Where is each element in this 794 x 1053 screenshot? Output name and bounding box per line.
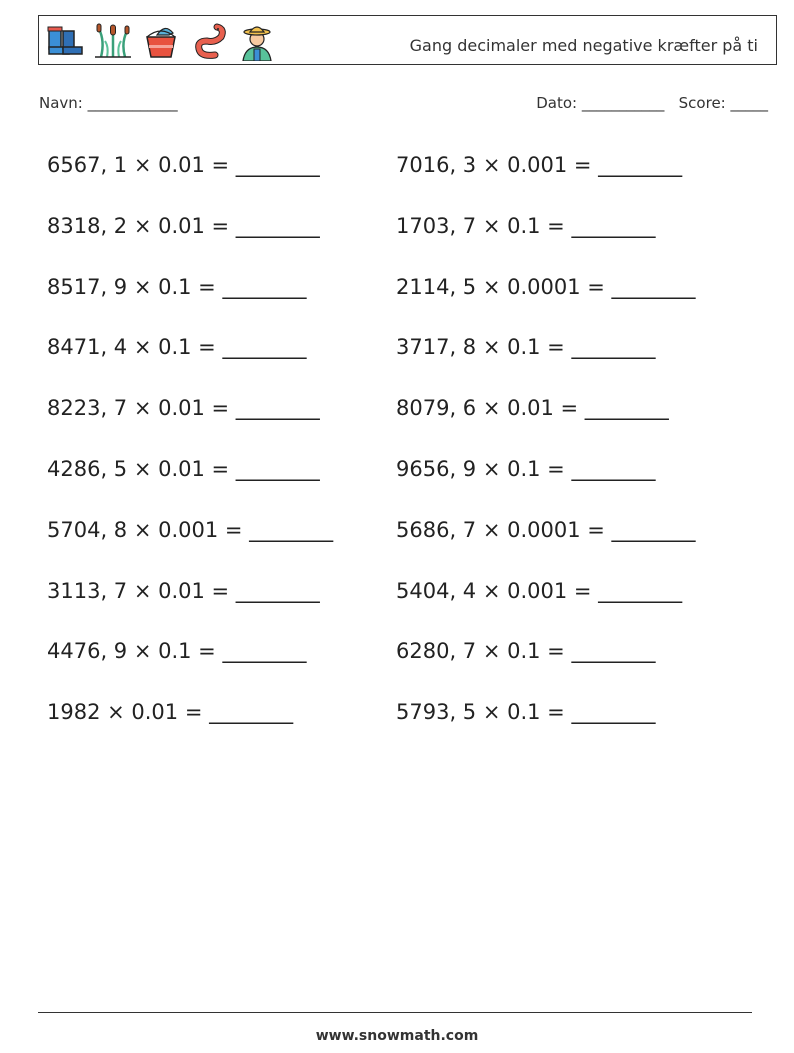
problem-item: 7016, 3 × 0.001 = ________ [396, 153, 683, 177]
problem-row [47, 512, 767, 573]
header-icons [45, 20, 277, 62]
problem-item: 3717, 8 × 0.1 = ________ [396, 335, 656, 360]
rubber-boots-icon [45, 21, 85, 61]
problem-row [47, 633, 767, 694]
problem-row [47, 269, 767, 330]
name-field: Navn: ____________ [39, 94, 178, 112]
problem-item: 8517, 9 × 0.1 = ________ [47, 274, 307, 299]
problem-row [47, 451, 767, 512]
problem-item: 6567, 1 × 0.01 = ________ [47, 153, 320, 177]
worksheet-title: Gang decimaler med negative kræfter på ti [409, 36, 758, 55]
problem-row [47, 147, 767, 208]
bucket-fish-icon [141, 21, 181, 61]
worm-icon [189, 21, 229, 61]
footer-website: www.snowmath.com [315, 1028, 479, 1044]
problem-row [47, 694, 767, 755]
problem-item: 5704, 8 × 0.001 = ________ [47, 517, 334, 542]
problem-grid [47, 147, 767, 755]
problem-item: 8471, 4 × 0.1 = ________ [47, 335, 307, 360]
problem-row [47, 329, 767, 390]
date-score-fields [536, 94, 768, 112]
score-field: Score: _____ [678, 94, 768, 112]
problem-item: 4286, 5 × 0.01 = ________ [47, 456, 320, 481]
problem-item: 2114, 5 × 0.0001 = ________ [396, 274, 696, 299]
problem-row [47, 390, 767, 451]
problem-item: 8318, 2 × 0.01 = ________ [47, 213, 320, 238]
problem-item: 8079, 6 × 0.01 = ________ [396, 396, 669, 421]
problem-item: 9656, 9 × 0.1 = ________ [396, 456, 656, 481]
problem-item: 5404, 4 × 0.001 = ________ [396, 578, 683, 603]
reeds-icon [93, 21, 133, 61]
problem-item: 6280, 7 × 0.1 = ________ [396, 639, 656, 664]
problem-item: 5686, 7 × 0.0001 = ________ [396, 517, 696, 542]
problem-row [47, 208, 767, 269]
problem-item: 8223, 7 × 0.01 = ________ [47, 396, 320, 421]
problem-row [47, 573, 767, 634]
problem-item: 5793, 5 × 0.1 = ________ [396, 700, 656, 725]
footer-divider [38, 1012, 752, 1013]
problem-item: 1703, 7 × 0.1 = ________ [396, 213, 656, 238]
worksheet-header [38, 15, 777, 65]
farmer-icon [237, 21, 277, 61]
problem-item: 3113, 7 × 0.01 = ________ [47, 578, 320, 603]
problem-item: 4476, 9 × 0.1 = ________ [47, 639, 307, 664]
problem-item: 1982 × 0.01 = ________ [47, 700, 294, 725]
date-field: Dato: ___________ [536, 94, 665, 112]
